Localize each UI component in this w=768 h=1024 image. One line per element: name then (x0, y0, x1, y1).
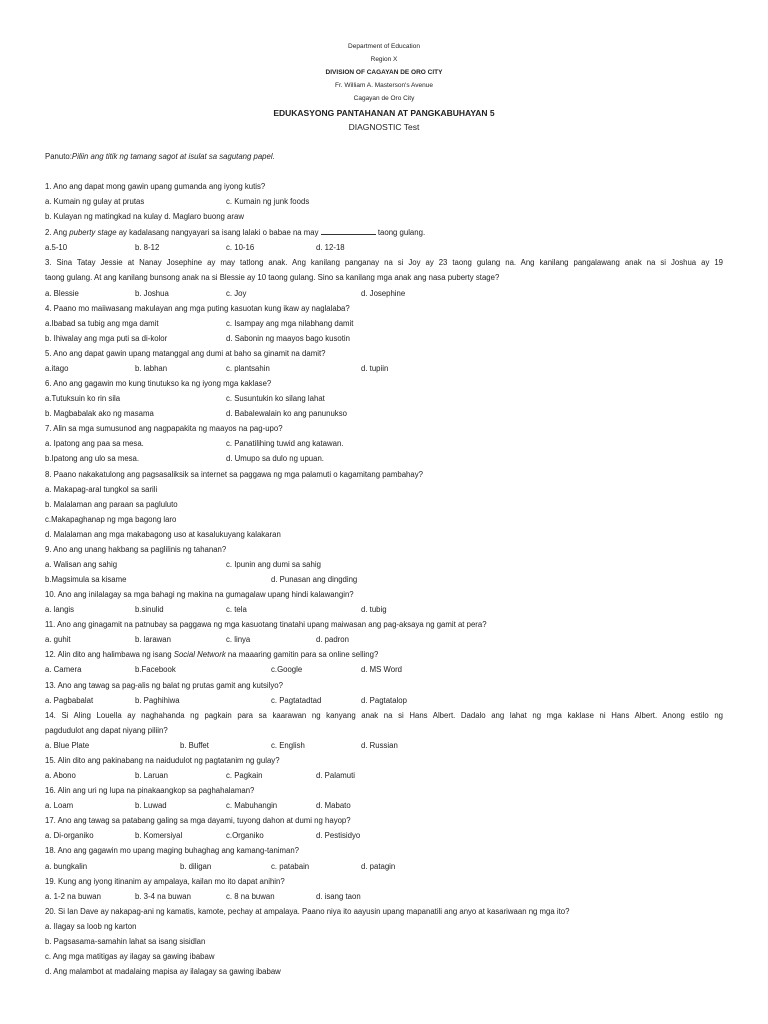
q12-option-a: a. Camera (45, 665, 82, 674)
q7-option-a: a. Ipatong ang paa sa mesa. (45, 439, 144, 448)
q5-option-b: b. labhan (135, 364, 168, 373)
question-18: 18. Ano ang gagawin mo upang maging buhaghag ang kamang-taniman? (45, 846, 300, 855)
q8-option-c: c.Makapaghanap ng mga bagong laro (45, 515, 177, 524)
address-heading: Fr. William A. Masterson's Avenue (335, 82, 433, 89)
q16-option-d: d. Mabato (316, 801, 351, 810)
q7-option-c: c. Panatilihing tuwid ang katawan. (226, 439, 344, 448)
q10-option-a: a. langis (45, 605, 75, 614)
q3-option-c: c. Joy (226, 289, 247, 298)
q8-option-a: a. Makapag-aral tungkol sa sarili (45, 485, 158, 494)
q15-option-b: b. Laruan (135, 771, 168, 780)
q14-option-c: c. English (271, 741, 305, 750)
question-20: 20. Si Ian Dave ay nakapag-ani ng kamatis, kamote, pechay at ampalaya. Paano niya ito aayusin upang mapanatili ang anyo at kasariwaan ng mga ito? (45, 907, 570, 916)
q17-option-c: c.Organiko (226, 831, 264, 840)
q2-text-post: taong gulang. (375, 228, 426, 237)
region-heading: Region X (370, 56, 398, 63)
question-14-line-1: 14. Si Aling Louella ay naghahanda ng pagkain para sa kaarawan ng kanyang anak na si Hans Albert. Dadalo ang lahat ng mga kaklase ni Hans Albert. Anong estilo ng (45, 711, 723, 720)
question-10: 10. Ano ang inilalagay sa mga bahagi ng makina na gumagalaw upang hindi kalawangin? (45, 590, 354, 599)
question-11: 11. Ano ang ginagamit na patnubay sa paggawa ng mga kasuotang tinatahi upang maiwasan ang pag-aksaya ng gamit at pera? (45, 620, 487, 629)
q11-option-c: c. linya (226, 635, 251, 644)
q17-option-d: d. Pestisidyo (316, 831, 361, 840)
q16-option-b: b. Luwad (135, 801, 167, 810)
q4-option-a: a.Ibabad sa tubig ang mga damit (45, 319, 159, 328)
question-19: 19. Kung ang iyong itinanim ay ampalaya, kailan mo ito dapat anihin? (45, 877, 285, 886)
q17-option-a: a. Di-organiko (45, 831, 94, 840)
q2-text-italic: puberty stage (69, 228, 117, 237)
question-3-line-1: 3. Sina Tatay Jessie at Nanay Josephine ay may tatlong anak. Ang kanilang panganay na si Joy ay 23 taong gulang na. Ang kanilang pangalawang anak na si Joshua ay 19 (45, 258, 723, 267)
subject-title: EDUKASYONG PANTAHANAN AT PANGKABUHAYAN 5 (273, 108, 495, 118)
q15-option-d: d. Palamuti (316, 771, 356, 780)
question-3-line-2: taong gulang. At ang kanilang bunsong anak na si Blessie ay 10 taong gulang. Sino sa kanilang mga anak ang nasa puberty stage? (45, 273, 500, 282)
q18-option-c: c. patabain (271, 862, 310, 871)
q14-option-d: d. Russian (361, 741, 398, 750)
q3-option-d: d. Josephine (361, 289, 406, 298)
q11-option-d: d. padron (316, 635, 349, 644)
q7-option-b: b.Ipatong ang ulo sa mesa. (45, 454, 140, 463)
instructions (45, 152, 723, 161)
q13-option-b: b. Paghihiwa (135, 696, 180, 705)
q18-option-d: d. patagin (361, 862, 396, 871)
q18-option-a: a. bungkalin (45, 862, 88, 871)
q9-option-d: d. Punasan ang dingding (271, 575, 358, 584)
question-15: 15. Alin dito ang pakinabang na naidudulot ng pagtatanim ng gulay? (45, 756, 280, 765)
q9-option-b: b.Magsimula sa kisame (45, 575, 127, 584)
q1-options-b-d: b. Kulayan ng matingkad na kulay d. Maglaro buong araw (45, 212, 244, 221)
q16-option-c: c. Mabuhangin (226, 801, 278, 810)
q2-text-pre: 2. Ang (45, 228, 70, 237)
q4-option-c: c. Isampay ang mga nilabhang damit (226, 319, 354, 328)
q10-option-d: d. tubig (361, 605, 387, 614)
q8-option-d: d. Malalaman ang mga makabagong uso at kasalukuyang kalakaran (45, 530, 281, 539)
q5-option-d: d. tupiin (361, 364, 389, 373)
question-16: 16. Alin ang uri ng lupa na pinakaangkop sa paghahalaman? (45, 786, 255, 795)
question-8: 8. Paano nakakatulong ang pagsasaliksik sa internet sa paggawa ng mga palamuti o kagamitang pambahay? (45, 470, 423, 479)
department-heading: Department of Education (348, 43, 420, 50)
city-heading: Cagayan de Oro City (353, 95, 415, 102)
q1-option-c: c. Kumain ng junk foods (226, 197, 310, 206)
q20-option-d: d. Ang malambot at madalaing mapisa ay ilalagay sa gawing ibabaw (45, 967, 281, 976)
question-7: 7. Alin sa mga sumusunod ang nagpapakita ng maayos na pag-upo? (45, 424, 283, 433)
q20-option-b: b. Pagsasama-samahin lahat sa isang sisidlan (45, 937, 206, 946)
instructions-label: Panuto: (45, 152, 72, 161)
question-1: 1. Ano ang dapat mong gawin upang gumanda ang iyong kutis? (45, 182, 266, 191)
q18-option-b: b. diligan (180, 862, 212, 871)
question-6: 6. Ano ang gagawin mo kung tinutukso ka ng iyong mga kaklase? (45, 379, 272, 388)
q7-option-d: d. Umupo sa dulo ng upuan. (226, 454, 324, 463)
q5-option-a: a.itago (45, 364, 69, 373)
q11-option-a: a. guhit (45, 635, 71, 644)
q2-option-d: d. 12-18 (316, 243, 345, 252)
q6-option-c: c. Susuntukin ko silang lahat (226, 394, 325, 403)
q12-option-d: d. MS Word (361, 665, 403, 674)
q17-option-b: b. Komersiyal (135, 831, 183, 840)
q15-option-c: c. Pagkain (226, 771, 263, 780)
q2-text-mid: ay kadalasang nangyayari sa isang lalaki o babae na may (116, 228, 321, 237)
q9-option-a: a. Walisan ang sahig (45, 560, 118, 569)
q9-option-c: c. Ipunin ang dumi sa sahig (226, 560, 321, 569)
q19-option-a: a. 1-2 na buwan (45, 892, 101, 901)
q13-option-a: a. Pagbabalat (45, 696, 94, 705)
q6-option-a: a.Tutuksuin ko rin sila (45, 394, 121, 403)
q1-option-a: a. Kumain ng gulay at prutas (45, 197, 145, 206)
q6-option-d: d. Babalewalain ko ang panunukso (226, 409, 347, 418)
question-2 (45, 228, 723, 237)
q15-option-a: a. Abono (45, 771, 76, 780)
q10-option-b: b.sinulid (135, 605, 164, 614)
q3-option-a: a. Blessie (45, 289, 79, 298)
question-9: 9. Ano ang unang hakbang sa paglilinis ng tahanan? (45, 545, 227, 554)
q2-option-b: b. 8-12 (135, 243, 160, 252)
q4-option-d: d. Sabonin ng maayos bago kusotin (226, 334, 350, 343)
question-13: 13. Ano ang tawag sa pag-alis ng balat ng prutas gamit ang kutsilyo? (45, 681, 283, 690)
instructions-text: Piliin ang titik ng tamang sagot at isulat sa sagutang papel. (71, 152, 275, 161)
answer-blank (321, 228, 376, 235)
q3-option-b: b. Joshua (135, 289, 169, 298)
q19-option-c: c. 8 na buwan (226, 892, 275, 901)
question-12 (45, 650, 723, 659)
q12-text-italic: Social Network (173, 650, 226, 659)
q13-option-d: d. Pagtatalop (361, 696, 407, 705)
q10-option-c: c. tela (226, 605, 247, 614)
division-heading: DIVISION OF CAGAYAN DE ORO CITY (325, 69, 443, 76)
q20-option-c: c. Ang mga matitigas ay ilagay sa gawing ibabaw (45, 952, 215, 961)
question-17: 17. Ano ang tawag sa patabang galing sa mga dayami, tuyong dahon at dumi ng hayop? (45, 816, 351, 825)
q14-option-a: a. Blue Plate (45, 741, 90, 750)
q4-option-b: b. Ihiwalay ang mga puti sa di-kolor (45, 334, 168, 343)
q12-option-c: c.Google (271, 665, 303, 674)
q14-option-b: b. Buffet (180, 741, 209, 750)
q5-option-c: c. plantsahin (226, 364, 270, 373)
q2-option-c: c. 10-16 (226, 243, 255, 252)
q12-option-b: b.Facebook (135, 665, 176, 674)
q19-option-b: b. 3-4 na buwan (135, 892, 191, 901)
q8-option-b: b. Malalaman ang paraan sa pagluluto (45, 500, 178, 509)
q12-text-post: na maaaring gamitin para sa online selling? (225, 650, 379, 659)
question-5: 5. Ano ang dapat gawin upang matanggal ang dumi at baho sa ginamit na damit? (45, 349, 326, 358)
q11-option-b: b. larawan (135, 635, 171, 644)
q2-option-a: a.5-10 (45, 243, 68, 252)
q13-option-c: c. Pagtatadtad (271, 696, 322, 705)
q16-option-a: a. Loam (45, 801, 74, 810)
q6-option-b: b. Magbabalak ako ng masama (45, 409, 154, 418)
q20-option-a: a. Ilagay sa loob ng karton (45, 922, 137, 931)
test-type-title: DIAGNOSTIC Test (348, 122, 420, 132)
question-4: 4. Paano mo maiiwasang makulayan ang mga puting kasuotan kung ikaw ay naglalaba? (45, 304, 350, 313)
question-14-line-2: pagdudulot ang dapat niyang piliin? (45, 726, 168, 735)
q12-text-pre: 12. Alin dito ang halimbawa ng isang (45, 650, 174, 659)
q19-option-d: d. isang taon (316, 892, 361, 901)
